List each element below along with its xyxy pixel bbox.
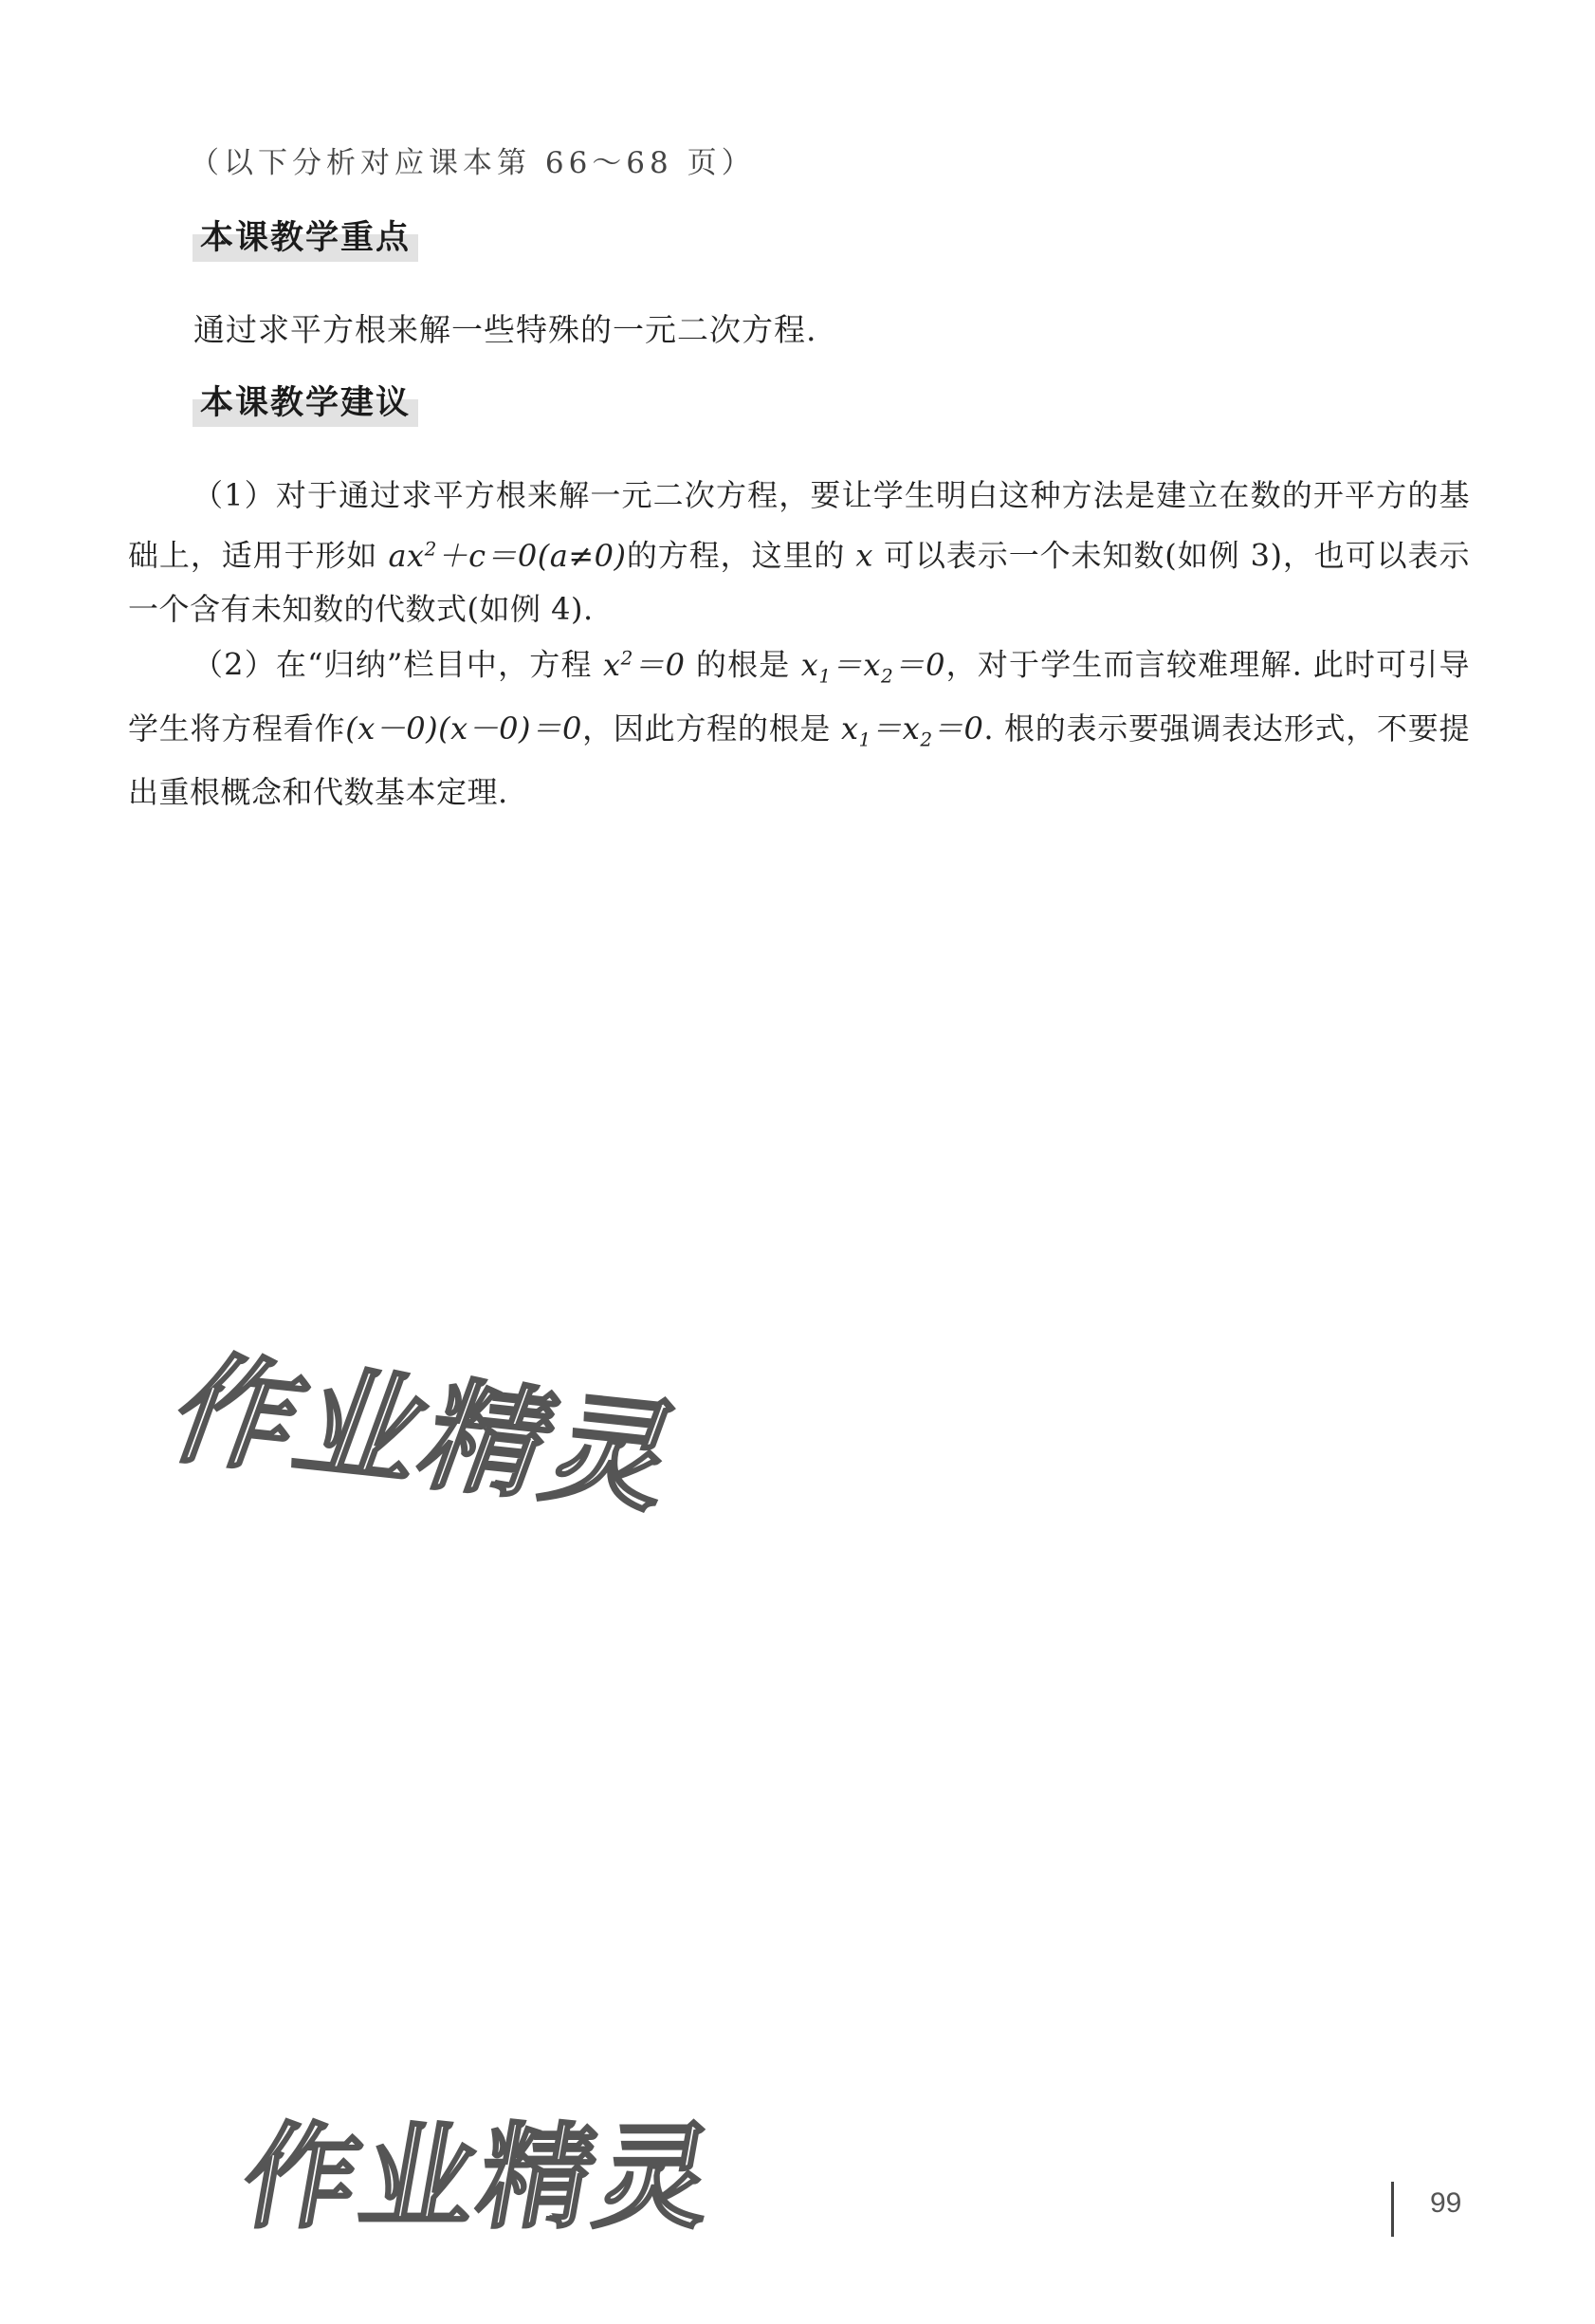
section-title-advice: 本课教学建议 [192,379,418,427]
p2-text-c: ，对于学生而言较难理解. 此时可引导学生将方程看作 [128,646,1470,747]
page-number-divider [1391,2182,1394,2237]
p2-r1-sub1: 1 [818,664,832,688]
p2-roots-2 [840,710,984,751]
p2-eq-rest: ＝0 [632,646,686,683]
p2-text-b: 的根是 [685,646,801,683]
p2-product: (x－0)(x－0)＝0 [345,710,582,747]
p2-text-d: ，因此方程的根是 [581,710,841,747]
p2-text-e: . 根的表示要强调表达形式，不要提出重根概念和代数基本定理. [128,710,1470,811]
p2-text-a: （2）在“归纳”栏目中，方程 [192,646,604,683]
p2-r1-end: ＝0 [893,646,945,683]
p2-eq-base: x [603,646,621,683]
p2-r2-x: x [840,710,859,747]
p2-r2-sub2: 2 [920,728,933,751]
p1-formula-base: ax [388,537,425,574]
p1-text-a: （1）对于通过求平方根来解一元二次方程，要让学生明白这种方法是建立在数的开平方的基础上，适用于形如 [128,477,1470,574]
p1-formula [388,538,626,574]
focus-text: 通过求平方根来解一些特殊的一元二次方程. [193,311,817,348]
p2-r1-sub2: 2 [881,664,894,688]
p2-equation [603,647,686,683]
p2-eq-sup: 2 [620,646,633,669]
page-number: 99 [1430,2187,1462,2219]
p1-formula-rest: ＋c＝0(a≠0) [436,537,627,574]
advice-paragraph-1 [128,469,1470,636]
p2-r1-mid: ＝x [831,646,881,683]
p2-r2-mid: ＝x [871,710,921,747]
p2-r1-x: x [800,646,819,683]
watermark-lower: 作业精灵 [232,2112,727,2244]
p1-text-b: 的方程，这里的 [626,537,856,574]
p2-r2-end: ＝0 [932,710,984,747]
section-title-focus: 本课教学重点 [192,214,418,262]
p1-formula-sup: 2 [424,537,437,560]
p2-roots-1 [800,646,945,688]
watermark-upper: 作业精灵 [154,1340,702,1530]
advice-paragraph-2 [128,631,1470,819]
p1-variable: x [855,537,873,574]
page-reference-note: （以下分析对应课本第 66～68 页） [190,146,756,180]
p2-r2-sub1: 1 [858,728,871,751]
p1-text-c: 可以表示一个未知数(如例 3)，也可以表示一个含有未知数的代数式(如例 4). [128,537,1470,627]
